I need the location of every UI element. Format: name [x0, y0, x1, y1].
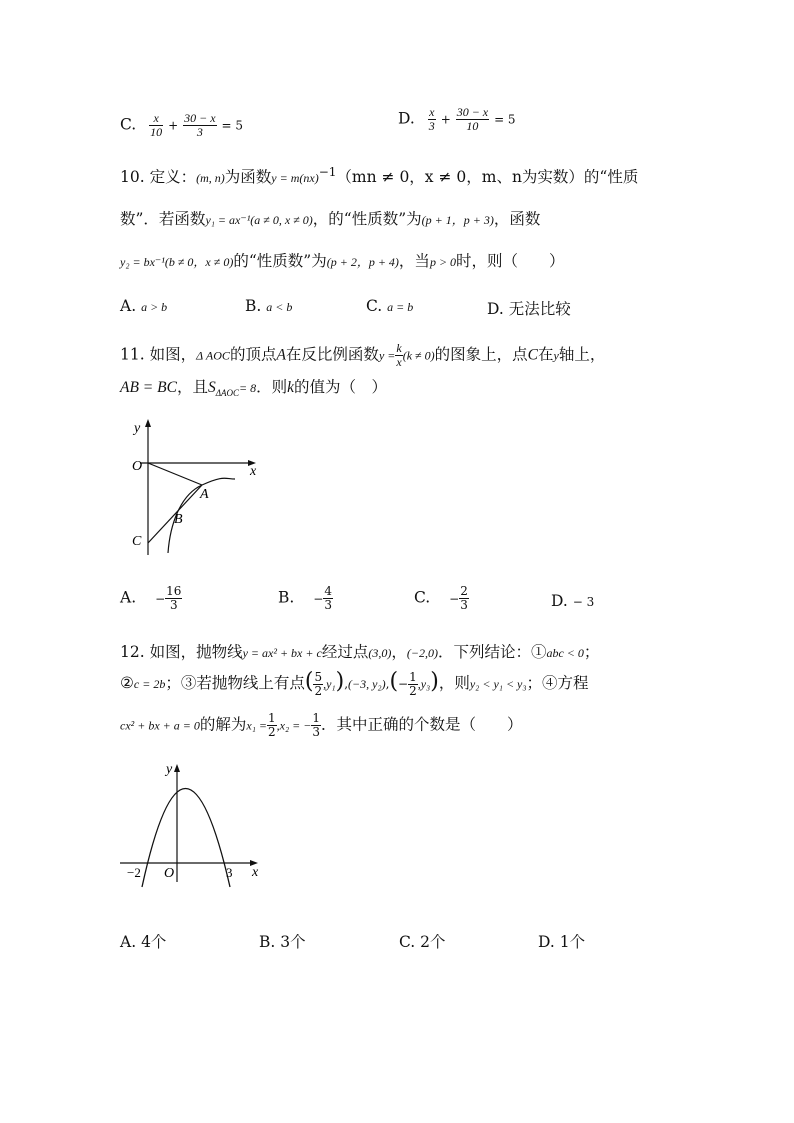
- q12-line-3: cx² + bx + a = 0的解为x₁ = $\frac{1}{2}$ ,x₂ = − $\frac{1}{3}$ ．其中正确的个数是（ ）: [120, 711, 523, 739]
- y-label: y: [166, 762, 173, 777]
- y-axis-arrow: [174, 764, 180, 772]
- q11-option-b: B. − $\frac{4}{3}$: [278, 584, 332, 612]
- q12-figure: [118, 760, 268, 890]
- question-number: 12.: [120, 643, 145, 661]
- q10-option-b: B. a < b: [245, 297, 293, 315]
- q11-option-d: D. − 3: [551, 592, 595, 610]
- option-label: C.: [120, 115, 137, 134]
- q10-option-a: A. a > b: [120, 297, 168, 315]
- q9-option-c: C. $\frac{x}{10}$ + $\frac{30 - x}{3}$ = 5: [120, 111, 243, 139]
- q11-option-c: C. − $\frac{2}{3}$: [414, 584, 468, 612]
- root-neg2-label: −2: [127, 865, 141, 880]
- fraction: $\frac{30 - x}{3}$: [184, 111, 216, 139]
- root-3-label: 3: [226, 865, 233, 880]
- q9-option-d: D. $\frac{x}{3}$ + $\frac{30 - x}{10}$ = 5: [398, 105, 516, 133]
- fraction: $\frac{1}{2}$: [268, 711, 276, 739]
- fraction: $\frac{x}{3}$: [428, 105, 435, 133]
- q11-line-1: 11. 如图，Δ AOC的顶点A在反比例函数y = $\frac{k}{x}$ (k ≠ 0)的图象上，点C在y轴上，: [120, 341, 606, 369]
- fraction: $\frac{4}{3}$: [324, 584, 332, 612]
- fraction: $\frac{1}{2}$: [409, 669, 417, 698]
- question-number: 11.: [120, 345, 145, 364]
- y-axis-arrow: [145, 419, 151, 427]
- fraction: $\frac{2}{3}$: [460, 584, 468, 612]
- q10-line-2: 数”．若函数y₁ = ax⁻¹(a ≠ 0, x ≠ 0)，的“性质数”为(p + 1，p + 3)，函数: [120, 210, 541, 228]
- fraction: $\frac{1}{3}$: [312, 711, 320, 739]
- x-label: x: [250, 464, 257, 479]
- x-label: x: [252, 865, 259, 880]
- q12-option-a: A. 4个: [120, 933, 167, 951]
- fraction: $\frac{5}{2}$: [314, 669, 323, 698]
- fraction: $\frac{16}{3}$: [166, 584, 182, 612]
- q12-option-c: C. 2个: [399, 933, 446, 951]
- origin-label: O: [132, 459, 143, 474]
- parabola-curve: [142, 789, 230, 888]
- q10-line-3: y₂ = bx⁻¹(b ≠ 0，x ≠ 0)的“性质数”为(p + 2，p + 4)，当p > 0时，则（ ）: [120, 252, 565, 270]
- point-b-label: B: [174, 512, 183, 527]
- q12-option-d: D. 1个: [538, 933, 586, 951]
- q11-line-2: AB = BC，且$S_{\Delta AOC}= 8$．则k的值为（ ）: [120, 378, 388, 399]
- q12-line-2: ②c = 2b；③若抛物线上有点( $\frac{5}{2}$ ,y₁),(−3, y₂),(− $\frac{1}{2}$ ,y₃)，则y₂ < y₁ < y₃；④方程: [120, 669, 589, 698]
- q10-line-1: 10. 定义：(m, n)为函数y = m(nx)$^{-1}$（mn ≠ 0，x ≠ 0，m、n为实数）的“性质: [120, 165, 639, 187]
- q10-option-d: D. 无法比较: [487, 300, 571, 318]
- segment-oa: [148, 463, 202, 485]
- origin-label: O: [164, 866, 175, 881]
- y-label: y: [134, 421, 141, 436]
- fraction: $\frac{k}{x}$: [396, 341, 402, 369]
- option-label: D.: [398, 109, 415, 128]
- fraction: $\frac{x}{10}$: [150, 111, 163, 139]
- point-a-label: A: [200, 487, 209, 502]
- question-number: 10.: [120, 168, 145, 187]
- q11-option-a: A. − $\frac{16}{3}$: [120, 584, 182, 612]
- q10-option-c: C. a = b: [366, 297, 414, 315]
- q11-figure: [120, 415, 270, 560]
- point-c-label: C: [132, 534, 142, 549]
- q12-line-1: 12. 如图，抛物线y = ax² + bx + c经过点(3,0)，(−2,0)．下列结论：①abc < 0；: [120, 643, 600, 661]
- fraction: $\frac{30 - x}{10}$: [456, 105, 489, 133]
- q12-option-b: B. 3个: [259, 933, 306, 951]
